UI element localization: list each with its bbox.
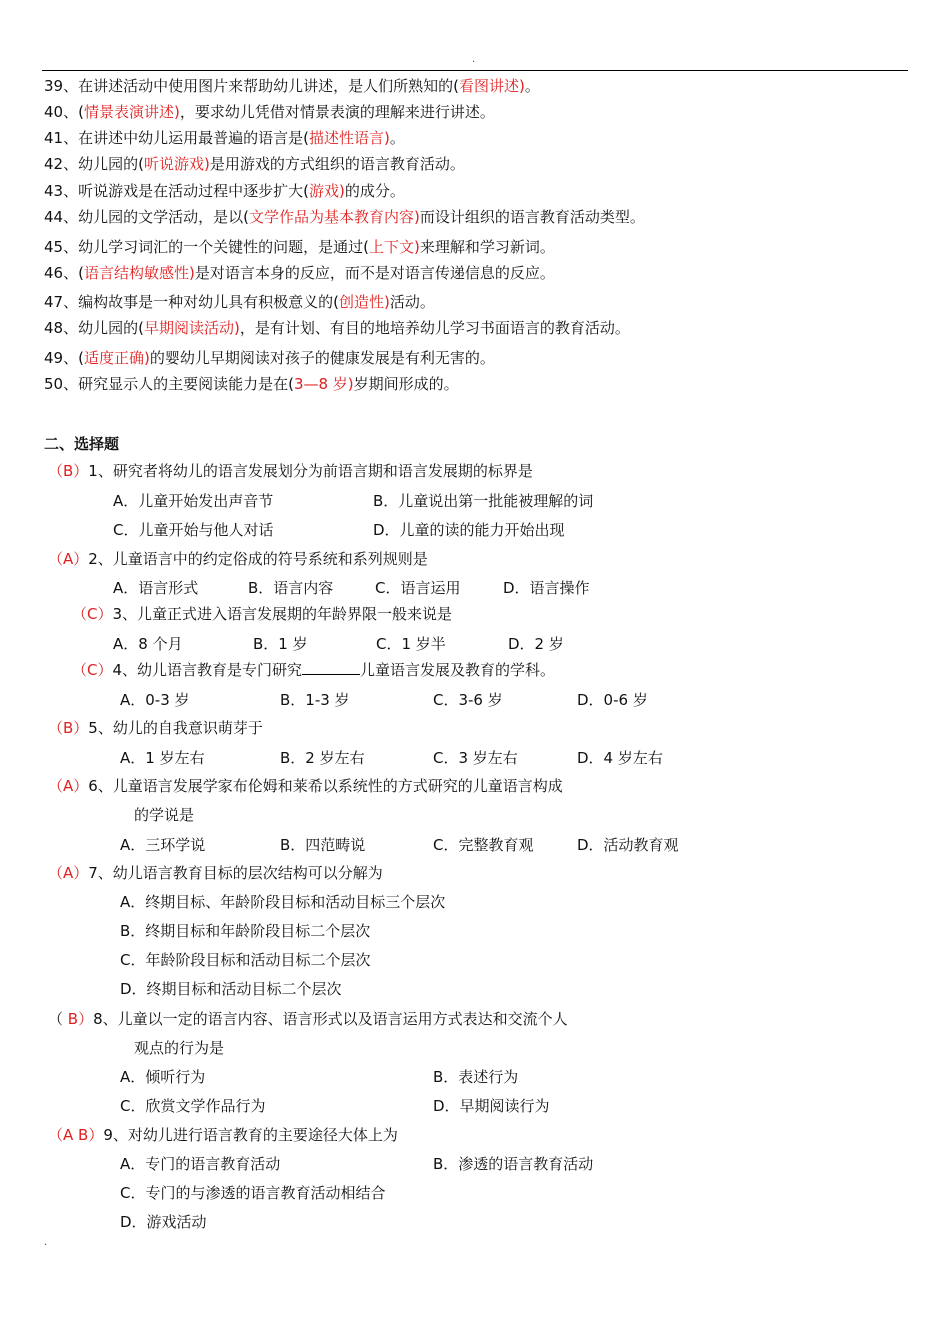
option-b: B．渗透的语言教育活动 (433, 1155, 594, 1173)
option-c: C．欣赏文学作品行为 (120, 1097, 266, 1115)
section-title: 二、选择题 (44, 435, 120, 453)
option-d: D．终期目标和活动目标二个层次 (120, 980, 342, 998)
fill-item: 43、听说游戏是在活动过程中逐步扩大(游戏)的成分。 (44, 182, 405, 200)
option-d: D．语言操作 (503, 579, 590, 597)
option-d: D．0-6 岁 (577, 691, 648, 709)
option-d: D．2 岁 (508, 635, 564, 653)
question-4: （C）4、幼儿语言教育是专门研究 儿童语言发展及教育的学科。 (72, 661, 556, 679)
fill-item: 40、(情景表演讲述)，要求幼儿凭借对情景表演的理解来进行讲述。 (44, 103, 495, 121)
option-c: C．3-6 岁 (433, 691, 503, 709)
option-b: B．1 岁 (253, 635, 308, 653)
question-6: （A）6、儿童语言发展学家布伦姆和莱希以系统性的方式研究的儿童语言构成 (48, 777, 563, 795)
option-d: D．儿童的读的能力开始出现 (373, 521, 565, 539)
option-a: A．1 岁左右 (120, 749, 205, 767)
option-c: C．专门的与渗透的语言教育活动相结合 (120, 1184, 386, 1202)
option-a: A．终期目标、年龄阶段目标和活动目标三个层次 (120, 893, 446, 911)
option-c: C．3 岁左右 (433, 749, 518, 767)
option-b: B．语言内容 (248, 579, 334, 597)
option-a: A．三环学说 (120, 836, 206, 854)
option-c: C．年龄阶段目标和活动目标二个层次 (120, 951, 371, 969)
fill-item: 41、在讲述中幼儿运用最普遍的语言是(描述性语言)。 (44, 129, 405, 147)
option-b: B．终期目标和年龄阶段目标二个层次 (120, 922, 371, 940)
fill-item: 49、(适度正确)的婴幼儿早期阅读对孩子的健康发展是有利无害的。 (44, 349, 495, 367)
header-dot: . (472, 54, 476, 65)
question-5: （B）5、幼儿的自我意识萌芽于 (48, 719, 263, 737)
question-8-cont: 观点的行为是 (134, 1039, 225, 1057)
option-d: D．4 岁左右 (577, 749, 663, 767)
fill-item: 42、幼儿园的(听说游戏)是用游戏的方式组织的语言教育活动。 (44, 155, 465, 173)
question-9: （A B）9、对幼儿进行语言教育的主要途径大体上为 (48, 1126, 398, 1144)
header-rule (42, 70, 908, 71)
option-b: B．四范畴说 (280, 836, 366, 854)
fill-item: 47、编构故事是一种对幼儿具有积极意义的(创造性)活动。 (44, 293, 435, 311)
option-b: B．1-3 岁 (280, 691, 350, 709)
fill-item: 46、(语言结构敏感性)是对语言本身的反应，而不是对语言传递信息的反应。 (44, 264, 555, 282)
option-c: C．完整教育观 (433, 836, 534, 854)
option-a: A．儿童开始发出声音节 (113, 492, 274, 510)
fill-item: 45、幼儿学习词汇的一个关键性的问题，是通过(上下文)来理解和学习新词。 (44, 238, 555, 256)
option-b: B．2 岁左右 (280, 749, 365, 767)
fill-item: 39、在讲述活动中使用图片来帮助幼儿讲述，是人们所熟知的(看图讲述)。 (44, 77, 540, 95)
option-a: A．倾听行为 (120, 1068, 206, 1086)
question-3: （C）3、儿童正式进入语言发展期的年龄界限一般来说是 (72, 605, 453, 623)
fill-item: 48、幼儿园的(早期阅读活动)，是有计划、有目的地培养幼儿学习书面语言的教育活动。 (44, 319, 630, 337)
fill-item: 50、研究显示人的主要阅读能力是在(3—8 岁)岁期间形成的。 (44, 375, 459, 393)
option-b: B．儿童说出第一批能被理解的词 (373, 492, 594, 510)
option-a: A．0-3 岁 (120, 691, 190, 709)
option-c: C．1 岁半 (376, 635, 446, 653)
option-a: A．专门的语言教育活动 (120, 1155, 281, 1173)
question-8: （ B）8、儿童以一定的语言内容、语言形式以及语言运用方式表达和交流个人 (48, 1010, 568, 1028)
option-a: A．8 个月 (113, 635, 183, 653)
fill-blank (302, 660, 360, 675)
option-d: D．游戏活动 (120, 1213, 207, 1231)
option-d: D．早期阅读行为 (433, 1097, 550, 1115)
fill-item: 44、幼儿园的文学活动，是以(文学作品为基本教育内容)而设计组织的语言教育活动类型。 (44, 208, 645, 226)
option-a: A．语言形式 (113, 579, 199, 597)
footer-dot: . (44, 1237, 48, 1248)
question-2: （A）2、儿童语言中的约定俗成的符号系统和系列规则是 (48, 550, 428, 568)
option-b: B．表述行为 (433, 1068, 519, 1086)
option-c: C．语言运用 (375, 579, 461, 597)
option-d: D．活动教育观 (577, 836, 679, 854)
question-6-cont: 的学说是 (134, 806, 195, 824)
question-1: （B）1、研究者将幼儿的语言发展划分为前语言期和语言发展期的标界是 (48, 462, 533, 480)
question-7: （A）7、幼儿语言教育目标的层次结构可以分解为 (48, 864, 383, 882)
option-c: C．儿童开始与他人对话 (113, 521, 274, 539)
